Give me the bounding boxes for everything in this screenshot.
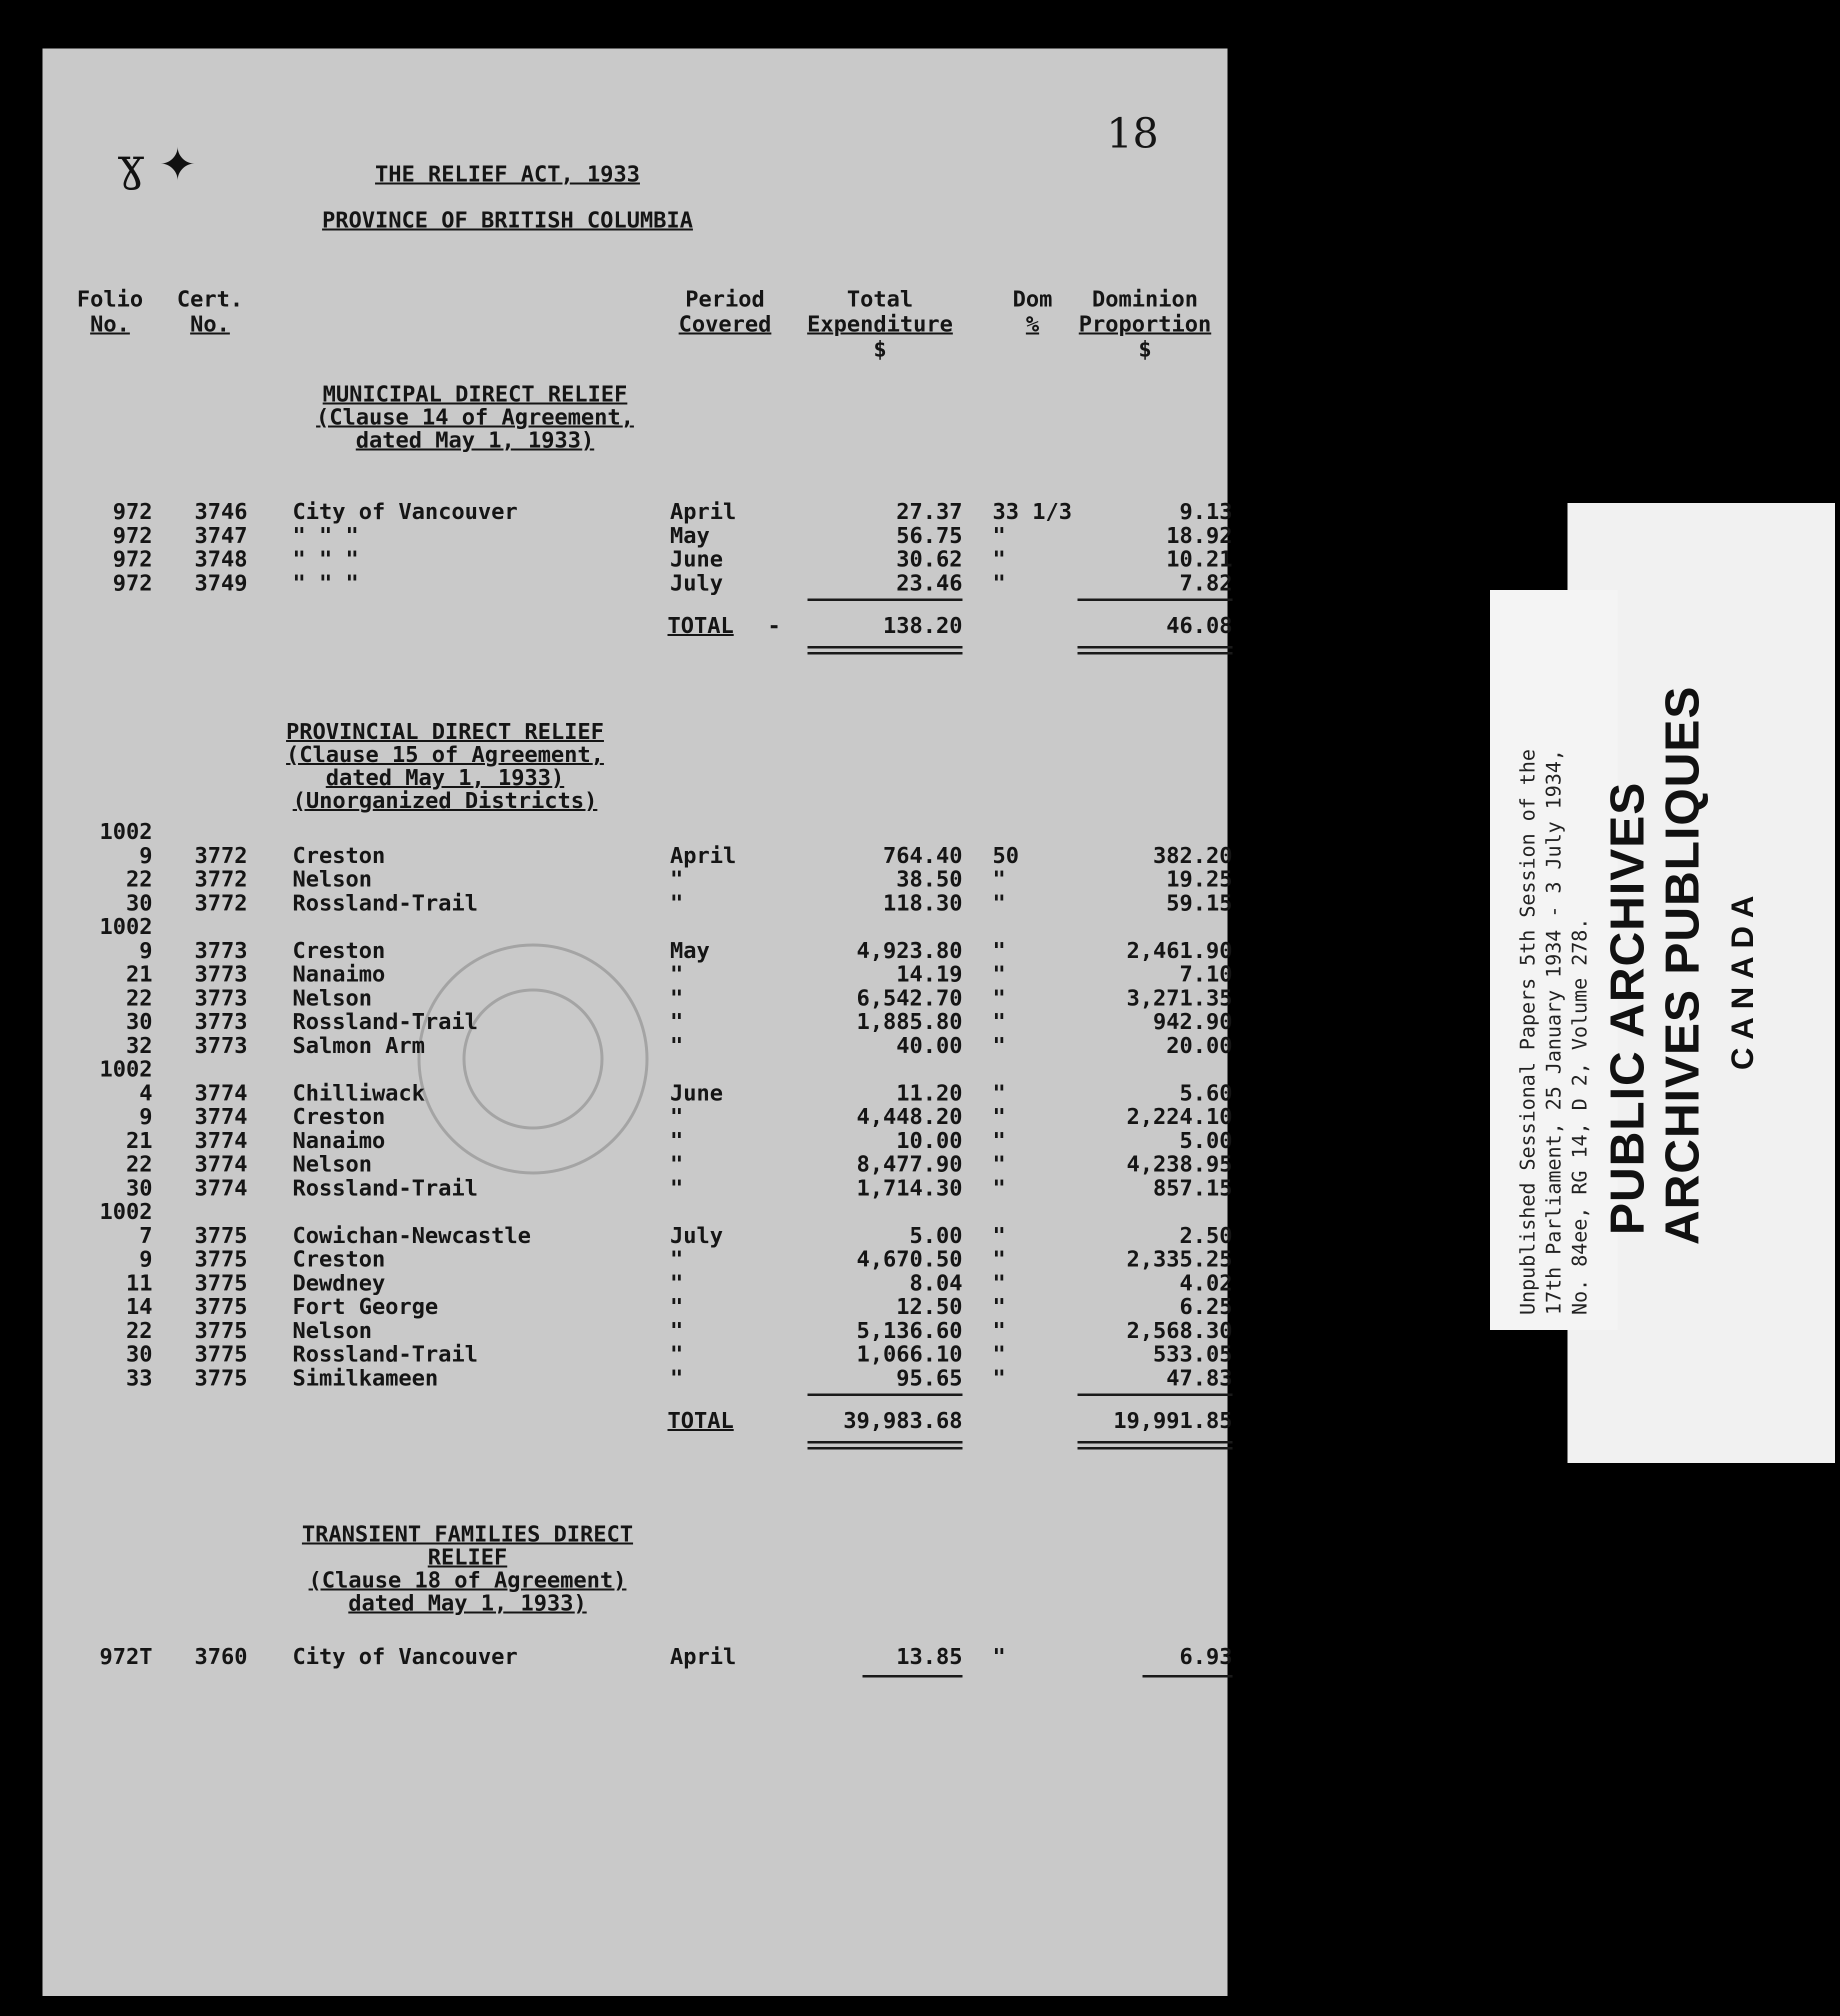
row-place: Fort George xyxy=(292,1294,438,1320)
column-header-total: Total xyxy=(846,286,914,312)
row-dominion: 7.10 xyxy=(1180,962,1232,987)
handwritten-mark: ɣ ✦ xyxy=(118,138,196,191)
row-total: 40.00 xyxy=(896,1032,962,1058)
column-header-period: Period xyxy=(685,286,765,312)
row-cert: 3775 xyxy=(194,1222,248,1248)
row-dominion: 4.02 xyxy=(1180,1270,1232,1296)
section-heading: dated May 1, 1933) xyxy=(356,428,594,453)
underline-rule xyxy=(1142,1675,1232,1678)
row-place: " " " xyxy=(292,570,359,596)
row-dom: " xyxy=(992,1318,1006,1344)
archive-description xyxy=(1515,749,1593,1315)
row-folio: 32 xyxy=(126,1032,152,1058)
row-total: 27.37 xyxy=(896,499,962,524)
row-place: Cowichan-Newcastle xyxy=(292,1222,531,1248)
row-folio: 1002 xyxy=(100,1199,152,1224)
row-folio: 1002 xyxy=(100,914,152,940)
row-place: Salmon Arm xyxy=(292,1032,425,1058)
row-place: " " " xyxy=(292,522,359,548)
row-place: Creston xyxy=(292,938,386,964)
row-cert: 3748 xyxy=(194,546,248,572)
archive-description-line: No. 84ee, RG 14, D 2, Volume 278. xyxy=(1568,918,1592,1315)
row-folio: 22 xyxy=(126,1152,152,1177)
row-period: " xyxy=(670,962,684,987)
row-folio: 9 xyxy=(139,938,152,964)
sum-rule xyxy=(1078,598,1232,601)
row-dominion: 59.15 xyxy=(1166,890,1232,916)
row-total: 764.40 xyxy=(883,842,962,868)
row-total: 1,885.80 xyxy=(856,1009,962,1034)
section-heading: (Clause 14 of Agreement, xyxy=(316,404,634,430)
row-dominion: 6.25 xyxy=(1180,1294,1232,1320)
row-dom: " xyxy=(992,866,1006,892)
row-total: 12.50 xyxy=(896,1294,962,1320)
row-period: June xyxy=(670,1080,723,1106)
row-period: July xyxy=(670,1222,723,1248)
row-period: " xyxy=(670,1294,684,1320)
row-period: " xyxy=(670,1175,684,1201)
row-folio: 4 xyxy=(139,1080,152,1106)
underline-rule xyxy=(862,1675,962,1678)
row-cert: 3774 xyxy=(194,1104,248,1130)
row-dominion: 2,461.90 xyxy=(1126,938,1232,964)
row-cert: 3773 xyxy=(194,1032,248,1058)
row-folio: 33 xyxy=(126,1365,152,1391)
row-cert: 3773 xyxy=(194,962,248,987)
row-dominion: 3,271.35 xyxy=(1126,985,1232,1011)
row-dom: 33 1/3 xyxy=(992,499,1072,524)
document-subtitle: PROVINCE OF BRITISH COLUMBIA xyxy=(322,208,693,233)
row-total: 95.65 xyxy=(896,1365,962,1391)
section-heading: RELIEF xyxy=(428,1544,508,1570)
row-place: Creston xyxy=(292,1246,386,1272)
section-heading: dated May 1, 1933) xyxy=(326,765,564,790)
total-expenditure: 39,983.68 xyxy=(843,1408,962,1434)
document-title: THE RELIEF ACT, 1933 xyxy=(375,162,640,187)
row-folio: 9 xyxy=(139,842,152,868)
row-cert: 3775 xyxy=(194,1246,248,1272)
row-folio: 972 xyxy=(112,522,152,548)
row-total: 6,542.70 xyxy=(856,985,962,1011)
row-period: " xyxy=(670,1104,684,1130)
row-folio: 972T xyxy=(100,1644,152,1670)
row-cert: 3746 xyxy=(194,499,248,524)
row-cert: 3775 xyxy=(194,1365,248,1391)
row-folio: 1002 xyxy=(100,1056,152,1082)
row-total: 1,714.30 xyxy=(856,1175,962,1201)
row-dominion: 382.20 xyxy=(1153,842,1232,868)
row-dom: " xyxy=(992,1080,1006,1106)
row-folio: 1002 xyxy=(100,819,152,844)
row-cert: 3773 xyxy=(194,938,248,964)
row-period: " xyxy=(670,1246,684,1272)
row-period: " xyxy=(670,1318,684,1344)
row-total: 56.75 xyxy=(896,522,962,548)
row-dom: " xyxy=(992,1644,1006,1670)
row-total: 5.00 xyxy=(910,1222,962,1248)
row-total: 4,923.80 xyxy=(856,938,962,964)
row-place: Nanaimo xyxy=(292,1128,386,1154)
row-folio: 14 xyxy=(126,1294,152,1320)
row-period: " xyxy=(670,1009,684,1034)
row-dom: " xyxy=(992,985,1006,1011)
row-cert: 3775 xyxy=(194,1318,248,1344)
row-total: 13.85 xyxy=(896,1644,962,1670)
double-rule xyxy=(1078,1441,1232,1444)
row-place: Rossland-Trail xyxy=(292,1342,478,1367)
double-rule xyxy=(808,646,962,648)
row-period: " xyxy=(670,866,684,892)
column-header-period: Covered xyxy=(678,312,772,337)
row-period: " xyxy=(670,1032,684,1058)
row-dominion: 47.83 xyxy=(1166,1365,1232,1391)
section-heading: (Unorganized Districts) xyxy=(292,788,598,814)
row-dom: " xyxy=(992,1009,1006,1034)
row-dom: " xyxy=(992,1342,1006,1367)
row-period: May xyxy=(670,938,710,964)
row-dominion: 533.05 xyxy=(1153,1342,1232,1367)
section-heading: (Clause 18 of Agreement) xyxy=(308,1568,626,1593)
row-cert: 3775 xyxy=(194,1270,248,1296)
row-dominion: 19.25 xyxy=(1166,866,1232,892)
row-period: " xyxy=(670,1152,684,1177)
row-dominion: 5.00 xyxy=(1180,1128,1232,1154)
row-place: City of Vancouver xyxy=(292,499,518,524)
row-dominion: 2,335.25 xyxy=(1126,1246,1232,1272)
column-header-total: $ xyxy=(873,336,887,362)
total-label: TOTAL xyxy=(668,1408,734,1434)
row-place: Nelson xyxy=(292,1152,372,1177)
row-dom: " xyxy=(992,962,1006,987)
archive-title-en: PUBLIC ARCHIVES xyxy=(1600,782,1654,1235)
row-cert: 3775 xyxy=(194,1294,248,1320)
section-heading: PROVINCIAL DIRECT RELIEF xyxy=(286,719,604,744)
total-label: TOTAL xyxy=(668,613,734,638)
row-dom: " xyxy=(992,1365,1006,1391)
column-header-dominion: $ xyxy=(1138,336,1152,362)
row-total: 38.50 xyxy=(896,866,962,892)
row-folio: 30 xyxy=(126,1342,152,1367)
archive-country: CANADA xyxy=(1726,888,1760,1070)
row-place: Dewdney xyxy=(292,1270,386,1296)
archive-description-line: 17th Parliament, 25 January 1934 - 3 July 1934, xyxy=(1542,749,1566,1315)
row-place: " " " xyxy=(292,546,359,572)
row-dom: " xyxy=(992,1104,1006,1130)
row-cert: 3774 xyxy=(194,1128,248,1154)
row-period: " xyxy=(670,890,684,916)
row-period: " xyxy=(670,1128,684,1154)
row-dom: " xyxy=(992,546,1006,572)
row-folio: 22 xyxy=(126,1318,152,1344)
row-dom: " xyxy=(992,1294,1006,1320)
row-cert: 3760 xyxy=(194,1644,248,1670)
row-period: May xyxy=(670,522,710,548)
double-rule xyxy=(1078,1447,1232,1450)
archive-title-fr: ARCHIVES PUBLIQUES xyxy=(1656,686,1709,1245)
row-place: Similkameen xyxy=(292,1365,438,1391)
row-cert: 3772 xyxy=(194,866,248,892)
row-folio: 22 xyxy=(126,866,152,892)
row-folio: 972 xyxy=(112,546,152,572)
row-total: 5,136.60 xyxy=(856,1318,962,1344)
row-total: 1,066.10 xyxy=(856,1342,962,1367)
row-total: 10.00 xyxy=(896,1128,962,1154)
row-folio: 11 xyxy=(126,1270,152,1296)
row-cert: 3774 xyxy=(194,1152,248,1177)
total-expenditure: 138.20 xyxy=(883,613,962,638)
column-header-dominion: Proportion xyxy=(1078,312,1212,337)
row-cert: 3749 xyxy=(194,570,248,596)
row-dominion: 4,238.95 xyxy=(1126,1152,1232,1177)
row-folio: 7 xyxy=(139,1222,152,1248)
row-place: Nelson xyxy=(292,866,372,892)
row-cert: 3747 xyxy=(194,522,248,548)
row-dom: 50 xyxy=(992,842,1019,868)
row-dom: " xyxy=(992,1152,1006,1177)
row-total: 4,448.20 xyxy=(856,1104,962,1130)
row-period: June xyxy=(670,546,723,572)
row-folio: 972 xyxy=(112,499,152,524)
row-period: April xyxy=(670,499,736,524)
row-place: Rossland-Trail xyxy=(292,1009,478,1034)
sum-rule xyxy=(808,598,962,601)
row-dominion: 857.15 xyxy=(1153,1175,1232,1201)
row-total: 4,670.50 xyxy=(856,1246,962,1272)
double-rule xyxy=(808,652,962,654)
row-folio: 21 xyxy=(126,1128,152,1154)
row-dom: " xyxy=(992,1222,1006,1248)
row-total: 8.04 xyxy=(910,1270,962,1296)
column-header-dom: Dom xyxy=(1012,286,1052,312)
row-cert: 3774 xyxy=(194,1175,248,1201)
section-heading: MUNICIPAL DIRECT RELIEF xyxy=(322,382,628,407)
row-folio: 972 xyxy=(112,570,152,596)
row-place: Creston xyxy=(292,1104,386,1130)
row-dominion: 18.92 xyxy=(1166,522,1232,548)
row-total: 30.62 xyxy=(896,546,962,572)
row-cert: 3772 xyxy=(194,842,248,868)
row-dominion: 5.60 xyxy=(1180,1080,1232,1106)
document-page xyxy=(42,48,1232,1996)
row-folio: 9 xyxy=(139,1246,152,1272)
column-header-folio: Folio xyxy=(76,286,144,312)
sum-rule xyxy=(808,1394,962,1396)
row-folio: 30 xyxy=(126,890,152,916)
row-dom: " xyxy=(992,1246,1006,1272)
row-place: Rossland-Trail xyxy=(292,1175,478,1201)
section-heading: dated May 1, 1933) xyxy=(348,1590,587,1616)
row-dom: " xyxy=(992,1128,1006,1154)
row-dom: " xyxy=(992,522,1006,548)
column-header-total: Expenditure xyxy=(807,312,953,337)
row-dom: " xyxy=(992,570,1006,596)
row-period: " xyxy=(670,1342,684,1367)
row-dom: " xyxy=(992,1270,1006,1296)
double-rule xyxy=(1078,646,1232,648)
double-rule xyxy=(808,1441,962,1444)
row-place: Creston xyxy=(292,842,386,868)
row-period: " xyxy=(670,1365,684,1391)
section-heading: TRANSIENT FAMILIES DIRECT xyxy=(302,1522,634,1547)
row-folio: 22 xyxy=(126,985,152,1011)
row-place: City of Vancouver xyxy=(292,1644,518,1670)
column-header-cert: Cert. xyxy=(176,286,244,312)
row-total: 11.20 xyxy=(896,1080,962,1106)
row-period: April xyxy=(670,1644,736,1670)
row-dominion: 7.82 xyxy=(1180,570,1232,596)
row-dominion: 9.13 xyxy=(1180,499,1232,524)
section-heading: (Clause 15 of Agreement, xyxy=(286,742,604,768)
row-dominion: 2,568.30 xyxy=(1126,1318,1232,1344)
row-period: " xyxy=(670,985,684,1011)
double-rule xyxy=(1078,652,1232,654)
sum-rule xyxy=(1078,1394,1232,1396)
total-dominion: 19,991.85 xyxy=(1113,1408,1232,1434)
row-place: Rossland-Trail xyxy=(292,890,478,916)
row-dominion: 942.90 xyxy=(1153,1009,1232,1034)
row-place: Nelson xyxy=(292,1318,372,1344)
row-cert: 3773 xyxy=(194,1009,248,1034)
row-total: 118.30 xyxy=(883,890,962,916)
row-dominion: 2,224.10 xyxy=(1126,1104,1232,1130)
row-period: April xyxy=(670,842,736,868)
row-folio: 30 xyxy=(126,1009,152,1034)
row-period: July xyxy=(670,570,723,596)
row-dominion: 10.21 xyxy=(1166,546,1232,572)
row-place: Chilliwack xyxy=(292,1080,425,1106)
row-total: 14.19 xyxy=(896,962,962,987)
row-cert: 3775 xyxy=(194,1342,248,1367)
row-period: " xyxy=(670,1270,684,1296)
row-cert: 3772 xyxy=(194,890,248,916)
row-dom: " xyxy=(992,890,1006,916)
row-dominion: 20.00 xyxy=(1166,1032,1232,1058)
row-cert: 3773 xyxy=(194,985,248,1011)
page-number: 18 xyxy=(1106,110,1159,158)
row-place: Nelson xyxy=(292,985,372,1011)
total-dominion: 46.08 xyxy=(1166,613,1232,638)
column-header-dominion: Dominion xyxy=(1092,286,1198,312)
row-dom: " xyxy=(992,1175,1006,1201)
row-dom: " xyxy=(992,1032,1006,1058)
total-dash: - xyxy=(768,613,781,638)
row-folio: 30 xyxy=(126,1175,152,1201)
row-place: Nanaimo xyxy=(292,962,386,987)
row-total: 23.46 xyxy=(896,570,962,596)
row-total: 8,477.90 xyxy=(856,1152,962,1177)
column-header-folio: No. xyxy=(90,312,130,337)
row-dominion: 6.93 xyxy=(1180,1644,1232,1670)
column-header-dom: % xyxy=(1026,312,1040,337)
archive-description-line: Unpublished Sessional Papers 5th Session of the xyxy=(1516,749,1540,1315)
row-dom: " xyxy=(992,938,1006,964)
row-dominion: 2.50 xyxy=(1180,1222,1232,1248)
row-folio: 9 xyxy=(139,1104,152,1130)
row-folio: 21 xyxy=(126,962,152,987)
double-rule xyxy=(808,1447,962,1450)
row-cert: 3774 xyxy=(194,1080,248,1106)
column-header-cert: No. xyxy=(190,312,230,337)
